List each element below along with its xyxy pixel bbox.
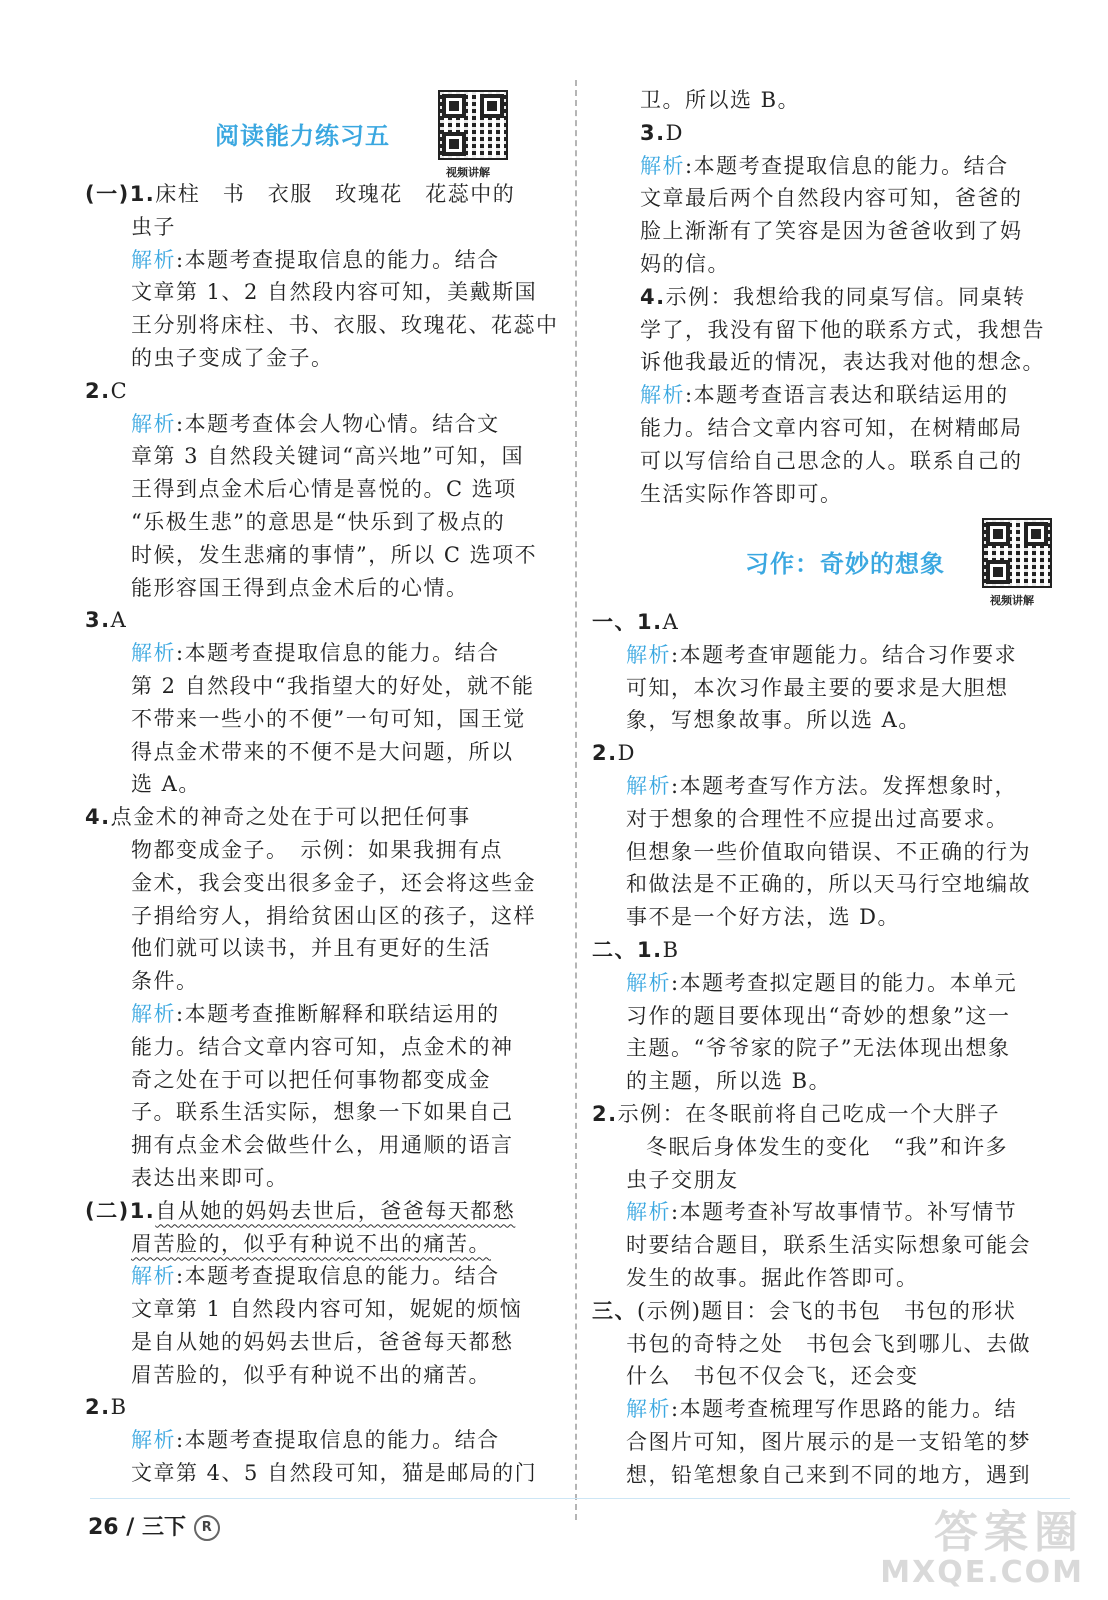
page-footer [88,1510,220,1541]
text-line [592,868,1062,901]
text-line [640,412,1070,445]
answer-text: B [110,1395,128,1420]
question-number: 2. [592,1101,618,1126]
line-text: 的主题，所以选 B。 [626,1069,832,1094]
answer-line [592,1098,1062,1131]
analysis-text: :本题考查语言表达和联结运用的 [685,383,1009,408]
text-line [85,736,555,769]
line-text: 合图片可知，图片展示的是一支铅笔的梦 [626,1429,1031,1454]
question-number: 二、1. [592,937,663,962]
right-column-top [640,84,1070,510]
answer-line [85,375,555,408]
analysis-text: :本题考查推断解释和联结运用的 [176,1001,500,1026]
text-line [85,867,555,900]
text-line [592,1262,1062,1295]
line-text: 金术，我会变出很多金子，还会将这些金 [131,870,536,895]
line-text: 可知，本次习作最主要的要求是大胆想 [626,675,1009,700]
column-divider [575,80,577,1520]
line-text: 事不是一个好方法，选 D。 [626,905,901,930]
text-line [85,900,555,933]
question-number: 一、1. [592,610,663,634]
line-text: 文章最后两个自然段内容可知，爸爸的 [640,186,1023,211]
answer-line [85,178,555,211]
line-text: 诉他我最近的情况，表达我对他的想念。 [640,350,1045,375]
text-line [592,836,1062,869]
question-number: 三、 [592,1298,637,1323]
line-text: 文章第 4、5 自然段可知，猫是邮局的门 [131,1461,538,1486]
text-line [85,506,555,539]
line-text: 选 A。 [131,772,201,797]
text-line [85,440,555,473]
analysis-line [640,150,1070,183]
text-line [592,901,1062,934]
text-line [640,248,1070,281]
line-text: 想，铅笔想象自己来到不同的地方，遇到 [626,1462,1031,1487]
line-text: 学了，我没有留下他的联系方式，我想告 [640,317,1045,342]
text-line [640,478,1070,511]
text-line [85,703,555,736]
watermark-url: MXQE.COM [880,1555,1084,1590]
line-text: 能力。结合文章内容可知，在树精邮局 [640,415,1023,440]
edition-badge: R [194,1515,220,1541]
line-text: 对于想象的合理性不应提出过高要求。 [626,806,1009,831]
line-text: 但想象一些价值取向错误、不正确的行为 [626,839,1031,864]
answer-line [85,604,555,637]
answer-line [640,117,1070,150]
text-line [640,346,1070,379]
text-line [85,834,555,867]
analysis-line [592,639,1062,672]
watermark [880,1507,1084,1590]
analysis-text: :本题考查体会人物心情。结合文 [176,411,500,436]
line-text: 王分别将床柱、书、衣服、玫瑰花、花蕊中 [131,313,559,338]
text-line [592,672,1062,705]
line-text: 发生的故事。据此作答即可。 [626,1265,919,1290]
line-text: 是自从她的妈妈去世后，爸爸每天都愁 [131,1329,514,1354]
analysis-text: :本题考查提取信息的能力。结合 [685,153,1009,178]
analysis-label: 解析 [131,247,176,272]
line-text: 能形容国王得到点金术后的心情。 [131,575,469,600]
analysis-text: :本题考查提取信息的能力。结合 [176,1428,500,1453]
qr-code-icon[interactable] [438,90,508,160]
line-text: 章第 3 自然段关键词“高兴地”可知，国 [131,444,525,469]
line-text: 脸上渐渐有了笑容是因为爸爸收到了妈 [640,219,1023,244]
text-line [85,572,555,605]
line-text: 冬眠后身体发生的变化 “我”和许多 [646,1134,1008,1159]
question-number: 3. [640,120,666,145]
analysis-text: :本题考查提取信息的能力。结合 [176,641,500,666]
line-text: 虫子 [131,214,176,239]
line-text: 条件。 [131,969,199,994]
line-text: 子捐给穷人，捐给贫困山区的孩子，这样 [131,903,536,928]
answer-text: (示例)题目：会飞的书包 书包的形状 [637,1298,1017,1323]
text-line [85,1359,555,1392]
question-number: 2. [85,378,111,403]
line-text: 生活实际作答即可。 [640,481,843,506]
text-line [85,1129,555,1162]
text-line [85,1162,555,1195]
analysis-label: 解析 [626,773,671,798]
text-line [640,182,1070,215]
analysis-text: :本题考查梳理写作思路的能力。结 [671,1397,1018,1422]
text-line [592,1032,1062,1065]
analysis-line [592,1393,1062,1426]
text-line [592,1065,1062,1098]
answer-line [640,281,1070,314]
line-text: 奇之处在于可以把任何事物都变成金 [131,1067,491,1092]
question-number: (一)1. [85,182,156,206]
line-text: 可以写信给自己思念的人。联系自己的 [640,448,1023,473]
text-line [640,84,1070,117]
analysis-label: 解析 [131,641,176,666]
text-line [592,1360,1062,1393]
line-text: 的虫子变成了金子。 [131,345,334,370]
text-line [85,1228,555,1261]
line-text: 眉苦脸的，似乎有种说不出的痛苦。 [131,1362,491,1387]
answer-text: B [662,937,680,962]
answer-text: A [110,608,128,633]
question-number: 4. [640,284,666,309]
analysis-text: :本题考查提取信息的能力。结合 [176,1264,500,1289]
line-text: 表达出来即可。 [131,1165,289,1190]
footer-rule [90,1498,1070,1499]
line-text: 书包的奇特之处 书包会飞到哪儿、去做 [626,1331,1031,1356]
answer-text: 自从她的妈妈去世后，爸爸每天都愁 [155,1198,516,1223]
text-line [85,1457,555,1490]
analysis-label: 解析 [626,1200,671,1225]
analysis-text: :本题考查补写故事情节。补写情节 [671,1200,1018,1225]
grade-label: 三下 [142,1515,187,1540]
qr-caption: 视频讲解 [990,594,1034,607]
analysis-line [592,1196,1062,1229]
text-line [85,342,555,375]
analysis-line [85,1260,555,1293]
section-title-reading-5: 阅读能力练习五 [215,122,390,150]
analysis-text: :本题考查审题能力。结合习作要求 [671,642,1018,667]
text-line [592,1000,1062,1033]
qr-caption: 视频讲解 [446,166,490,179]
text-line [85,670,555,703]
text-line [592,1229,1062,1262]
analysis-line [85,998,555,1031]
line-text: 拥有点金术会做些什么，用通顺的语言 [131,1133,514,1158]
line-text: 主题。“爷爷家的院子”无法体现出想象 [626,1036,1011,1061]
answer-line [592,606,1062,639]
watermark-text: 答案圈 [934,1507,1084,1558]
text-line [85,1293,555,1326]
left-column [85,178,559,1490]
answer-text: 示例：在冬眠前将自己吃成一个大胖子 [617,1101,1001,1126]
question-number: 3. [85,608,111,633]
question-number: 4. [85,805,111,830]
text-line [85,1096,555,1129]
answer-line [85,1195,555,1228]
line-text: 妈的信。 [640,251,730,276]
line-text: 眉苦脸的，似乎有种说不出的痛苦。 [131,1231,491,1256]
line-text: 子。联系生活实际，想象一下如果自己 [131,1100,514,1125]
analysis-label: 解析 [626,1397,671,1422]
section-title-writing: 习作：奇妙的想象 [745,550,945,578]
text-line [85,965,555,998]
analysis-label: 解析 [131,1428,176,1453]
answer-line [592,934,1062,967]
analysis-label: 解析 [640,153,685,178]
text-line [592,1426,1062,1459]
answer-line [85,1391,555,1424]
text-line [85,539,555,572]
analysis-line [85,637,555,670]
analysis-text: :本题考查提取信息的能力。结合 [176,247,500,272]
right-column-bottom [592,606,1062,1492]
answer-text: D [665,120,684,145]
analysis-label: 解析 [640,383,685,408]
text-line [592,1164,1062,1197]
answer-text: C [110,378,129,403]
text-line [85,211,555,244]
analysis-label: 解析 [626,642,671,667]
question-number: 2. [592,741,618,766]
answer-line [592,737,1062,770]
page-sep: / [126,1515,135,1540]
line-text: 他们就可以读书，并且有更好的生活 [131,936,491,961]
line-text: 王得到点金术后心情是喜悦的。C 选项 [131,477,517,502]
text-line [85,1064,555,1097]
text-line [85,276,555,309]
line-text: 象，写想象故事。所以选 A。 [626,708,921,733]
text-line [592,704,1062,737]
text-line [640,314,1070,347]
answer-text: A [662,610,680,634]
text-line [592,1459,1062,1492]
question-number: 2. [85,1395,111,1420]
answer-line [85,801,555,834]
line-text: 什么 书包不仅会飞，还会变 [626,1364,919,1389]
text-line [640,445,1070,478]
line-text: 第 2 自然段中“我指望大的好处，就不能 [131,673,535,698]
analysis-line [85,1424,555,1457]
line-text: 虫子交朋友 [626,1167,739,1192]
answer-line [592,1295,1062,1328]
analysis-line [592,967,1062,1000]
page-number: 26 [88,1515,119,1540]
line-text: 得点金术带来的不便不是大问题，所以 [131,739,514,764]
line-text: 文章第 1 自然段内容可知，妮妮的烦恼 [131,1297,523,1322]
text-line [592,1131,1062,1164]
analysis-label: 解析 [131,1001,176,1026]
analysis-label: 解析 [626,970,671,995]
line-text: 物都变成金子。 示例：如果我拥有点 [131,837,503,862]
qr-code-icon[interactable] [982,518,1052,588]
text-line [85,473,555,506]
analysis-line [640,379,1070,412]
answer-text: 床柱 书 衣服 玫瑰花 花蕊中的 [155,182,516,206]
text-line [85,1326,555,1359]
line-text: “乐极生悲”的意思是“快乐到了极点的 [131,509,506,534]
line-text: 文章第 1、2 自然段内容可知，美戴斯国 [131,280,538,305]
analysis-line [85,244,555,277]
line-text: 时候，发生悲痛的事情”，所以 C 选项不 [131,542,538,567]
answer-text: 点金术的神奇之处在于可以把任何事 [110,805,471,830]
analysis-text: :本题考查拟定题目的能力。本单元 [671,970,1018,995]
text-line [592,803,1062,836]
analysis-label: 解析 [131,1264,176,1289]
text-line [85,309,559,342]
analysis-label: 解析 [131,411,176,436]
text-line [85,1031,555,1064]
line-text: 能力。结合文章内容可知，点金术的神 [131,1034,514,1059]
line-text: 和做法是不正确的，所以天马行空地编故 [626,872,1031,897]
line-text: 不带来一些小的不便”一句可知，国王觉 [131,706,526,731]
answer-text: 示例：我想给我的同桌写信。同桌转 [665,284,1026,309]
text-line [592,1328,1062,1361]
analysis-line [592,770,1062,803]
line-text: 时要结合题目，联系生活实际想象可能会 [626,1233,1031,1258]
line-text: 习作的题目要体现出“奇妙的想象”这一 [626,1003,1011,1028]
analysis-line [85,408,555,441]
answer-text: D [617,741,636,766]
analysis-text: :本题考查写作方法。发挥想象时， [671,773,1018,798]
text-line [640,215,1070,248]
line-text: 卫。所以选 B。 [640,88,801,112]
question-number: (二)1. [85,1198,156,1223]
text-line [85,932,555,965]
text-line [85,768,555,801]
